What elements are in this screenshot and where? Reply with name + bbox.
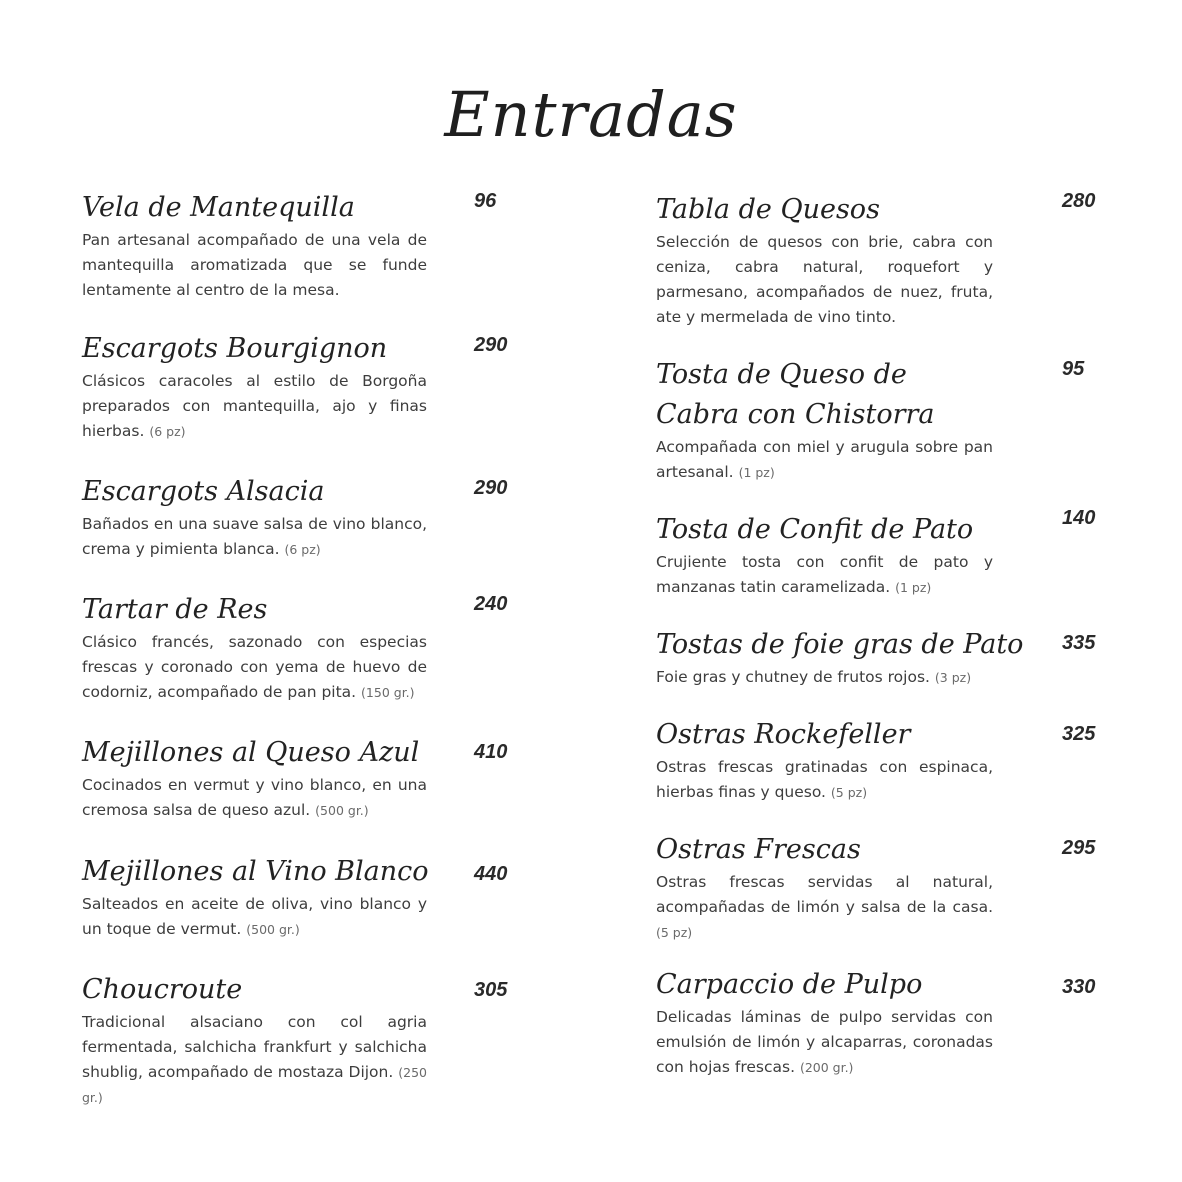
item-name: Carpaccio de Pulpo: [656, 969, 923, 1000]
item-quantity: (150 gr.): [361, 685, 415, 700]
item-quantity: (500 gr.): [246, 922, 300, 937]
item-name: Choucroute: [82, 974, 243, 1005]
item-description: Foie gras y chutney de frutos rojos. (3 pz): [656, 668, 972, 686]
item-name: Mejillones al Queso Azul: [82, 737, 420, 768]
item-quantity: (5 pz): [830, 785, 868, 800]
item-quantity: (6 pz): [284, 542, 321, 557]
item-description: Cocinados en vermut y vino blanco, en una cremosa salsa de queso azul. (500 gr.): [82, 776, 427, 819]
item-name: Tostas de foie gras de Pato: [656, 629, 1024, 660]
item-name: Tabla de Quesos: [656, 194, 880, 225]
item-name: Tosta de Queso de Cabra con Chistorra: [656, 359, 935, 430]
item-description: Salteados en aceite de oliva, vino blanco y un toque de vermut. (500 gr.): [82, 895, 427, 938]
page-title: Entradas: [444, 78, 738, 151]
item-price: 95: [1062, 358, 1085, 380]
item-description: Clásico francés, sazonado con especias frescas y coronado con yema de huevo de codorniz, acompañado de pan pita. (150 gr.): [82, 633, 427, 701]
item-quantity: (250 gr.): [82, 1065, 427, 1105]
menu-item: [82, 970, 427, 1110]
item-name: Vela de Mantequilla: [82, 192, 355, 223]
menu-item: [656, 830, 993, 945]
menu-item: [82, 590, 427, 705]
item-price: 290: [474, 334, 508, 356]
item-quantity: (5 pz): [656, 925, 693, 940]
item-price: 335: [1062, 632, 1096, 654]
menu-item: [656, 510, 993, 600]
item-name: Escargots Alsacia: [82, 476, 325, 507]
item-quantity: (3 pz): [934, 670, 972, 685]
item-description: Crujiente tosta con confit de pato y manzanas tatin caramelizada. (1 pz): [656, 553, 993, 596]
menu-item: [82, 472, 427, 562]
item-description: Tradicional alsaciano con col agria fermentada, salchicha frankfurt y salchicha shublig, acompañado de mostaza Dijon. (250 gr.): [82, 1013, 427, 1105]
item-price: 280: [1062, 190, 1096, 212]
menu-item: [82, 188, 427, 303]
menu-item: [656, 625, 1024, 690]
menu-item: [656, 715, 993, 805]
menu-item: [656, 355, 993, 485]
item-name: Tosta de Confit de Pato: [656, 514, 974, 545]
item-description: Selección de quesos con brie, cabra con ceniza, cabra natural, roquefort y parmesano, acompañados de nuez, fruta, ate y mermelada de vino tinto.: [656, 233, 993, 326]
item-quantity: (6 pz): [149, 424, 186, 439]
menu-item: [656, 965, 993, 1080]
item-name: Tartar de Res: [82, 594, 268, 625]
item-description: Clásicos caracoles al estilo de Borgoña preparados con mantequilla, ajo y finas hierbas. (6 pz): [82, 372, 427, 440]
menu-item: [656, 190, 993, 330]
item-quantity: (1 pz): [895, 580, 932, 595]
item-description: Ostras frescas gratinadas con espinaca, hierbas finas y queso. (5 pz): [656, 758, 993, 801]
item-name: Ostras Rockefeller: [656, 719, 911, 750]
item-quantity: (200 gr.): [799, 1060, 854, 1075]
item-quantity: (500 gr.): [315, 803, 369, 818]
menu-item: [82, 852, 427, 942]
item-price: 96: [474, 190, 497, 212]
item-name: Escargots Bourgignon: [82, 333, 388, 364]
item-name: Ostras Frescas: [656, 834, 861, 865]
item-price: 140: [1062, 507, 1096, 529]
item-price: 305: [474, 979, 508, 1001]
item-name: Mejillones al Vino Blanco: [82, 856, 429, 887]
item-description: Ostras frescas servidas al natural, acompañadas de limón y salsa de la casa. (5 pz): [656, 873, 993, 940]
item-price: 330: [1062, 976, 1096, 998]
item-quantity: (1 pz): [738, 465, 775, 480]
item-description: Pan artesanal acompañado de una vela de mantequilla aromatizada que se funde lentamente al centro de la mesa.: [82, 231, 427, 299]
item-price: 290: [474, 477, 508, 499]
menu-item: [82, 329, 427, 444]
item-price: 410: [474, 741, 508, 763]
item-description: Delicadas láminas de pulpo servidas con emulsión de limón y alcaparras, coronadas con hojas frescas. (200 gr.): [656, 1008, 993, 1076]
item-price: 295: [1062, 837, 1096, 859]
item-price: 325: [1062, 723, 1096, 745]
menu-item: [82, 733, 427, 823]
item-description: Bañados en una suave salsa de vino blanco, crema y pimienta blanca. (6 pz): [82, 515, 427, 558]
item-price: 440: [474, 863, 508, 885]
item-description: Acompañada con miel y arugula sobre pan artesanal. (1 pz): [656, 438, 993, 481]
item-price: 240: [474, 593, 508, 615]
